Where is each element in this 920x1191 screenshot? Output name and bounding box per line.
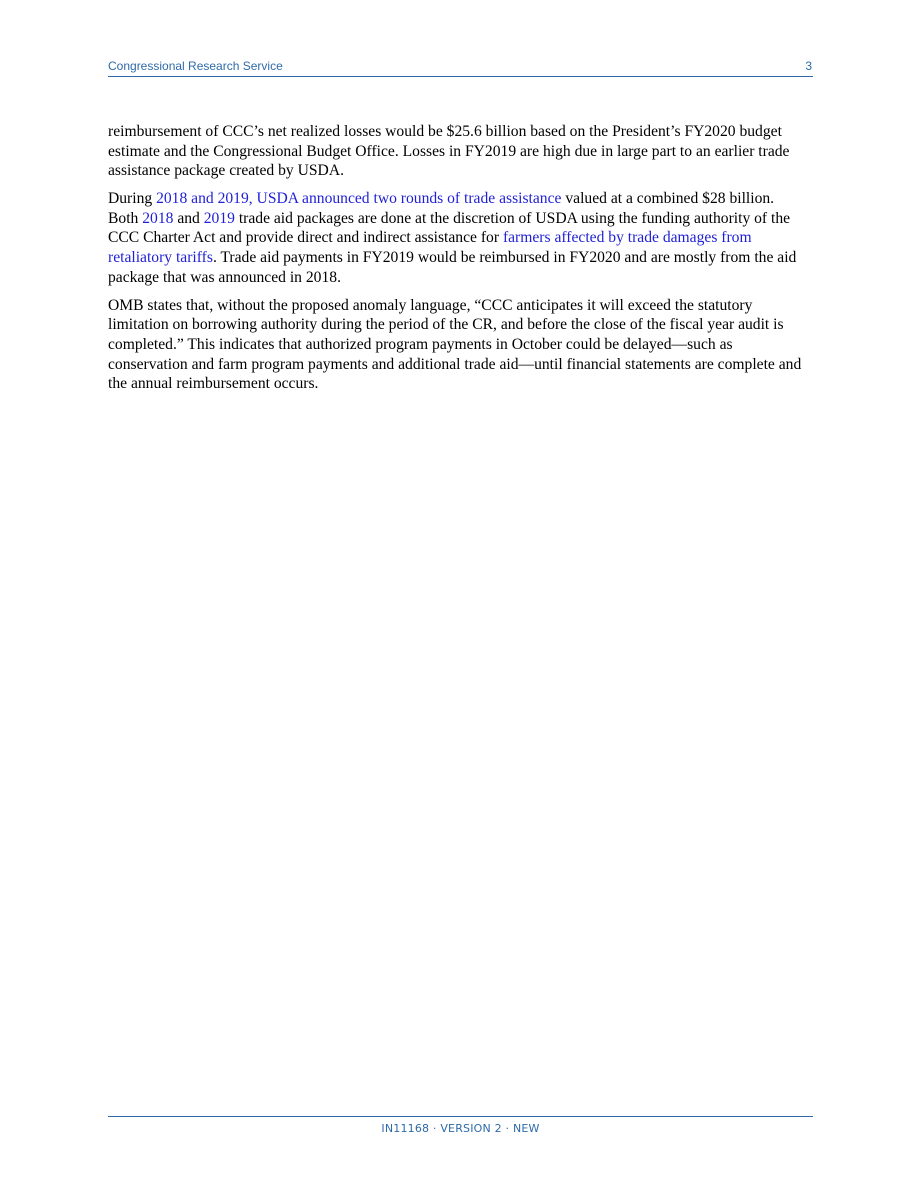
paragraph-2-text-3: and <box>173 209 204 227</box>
paragraph-2 <box>108 189 808 287</box>
page-footer <box>108 1116 813 1135</box>
paragraph-2-text-1: During <box>108 190 157 208</box>
link-farmers-affected[interactable]: farmers affected by trade damages from retaliatory tariffs <box>108 229 752 267</box>
page-number: 3 <box>805 59 812 73</box>
paragraph-2-text-2: valued at a combined $28 billion. Both <box>108 190 775 227</box>
link-2018-package[interactable]: 2018 <box>142 209 174 227</box>
paragraph-1: reimbursement of CCC’s net realized losses would be $25.6 billion based on the President’s FY2020 budget estimate and the Congressional Budget Office. Losses in FY2019 are high due in large part to an earlier trade assistance package created by USDA. <box>108 123 790 180</box>
link-trade-assistance-rounds[interactable]: 2018 and 2019, USDA announced two rounds of trade assistance <box>156 190 562 208</box>
footer-text: IN11168 · VERSION 2 · NEW <box>381 1122 540 1135</box>
paragraph-2-text-5: . Trade aid payments in FY2019 would be reimbursed in FY2020 and are mostly from the aid package that was announced in 2018. <box>108 249 797 286</box>
paragraph-3: OMB states that, without the proposed anomaly language, “CCC anticipates it will exceed the statutory limitation on borrowing authority during the period of the CR, and before the close of the fiscal year audit is completed.” This indicates that authorized program payments in October could be delayed—such as conservation and farm program payments and additional trade aid—until financial statements are complete and the annual reimbursement occurs. <box>108 296 802 393</box>
page-header <box>108 58 813 77</box>
link-2019-package[interactable]: 2019 <box>203 209 235 227</box>
body-text <box>108 122 808 402</box>
paragraph-2-text-4: trade aid packages are done at the discretion of USDA using the funding authority of the CCC Charter Act and provide direct and indirect assistance for <box>108 209 791 247</box>
header-title: Congressional Research Service <box>108 59 283 73</box>
